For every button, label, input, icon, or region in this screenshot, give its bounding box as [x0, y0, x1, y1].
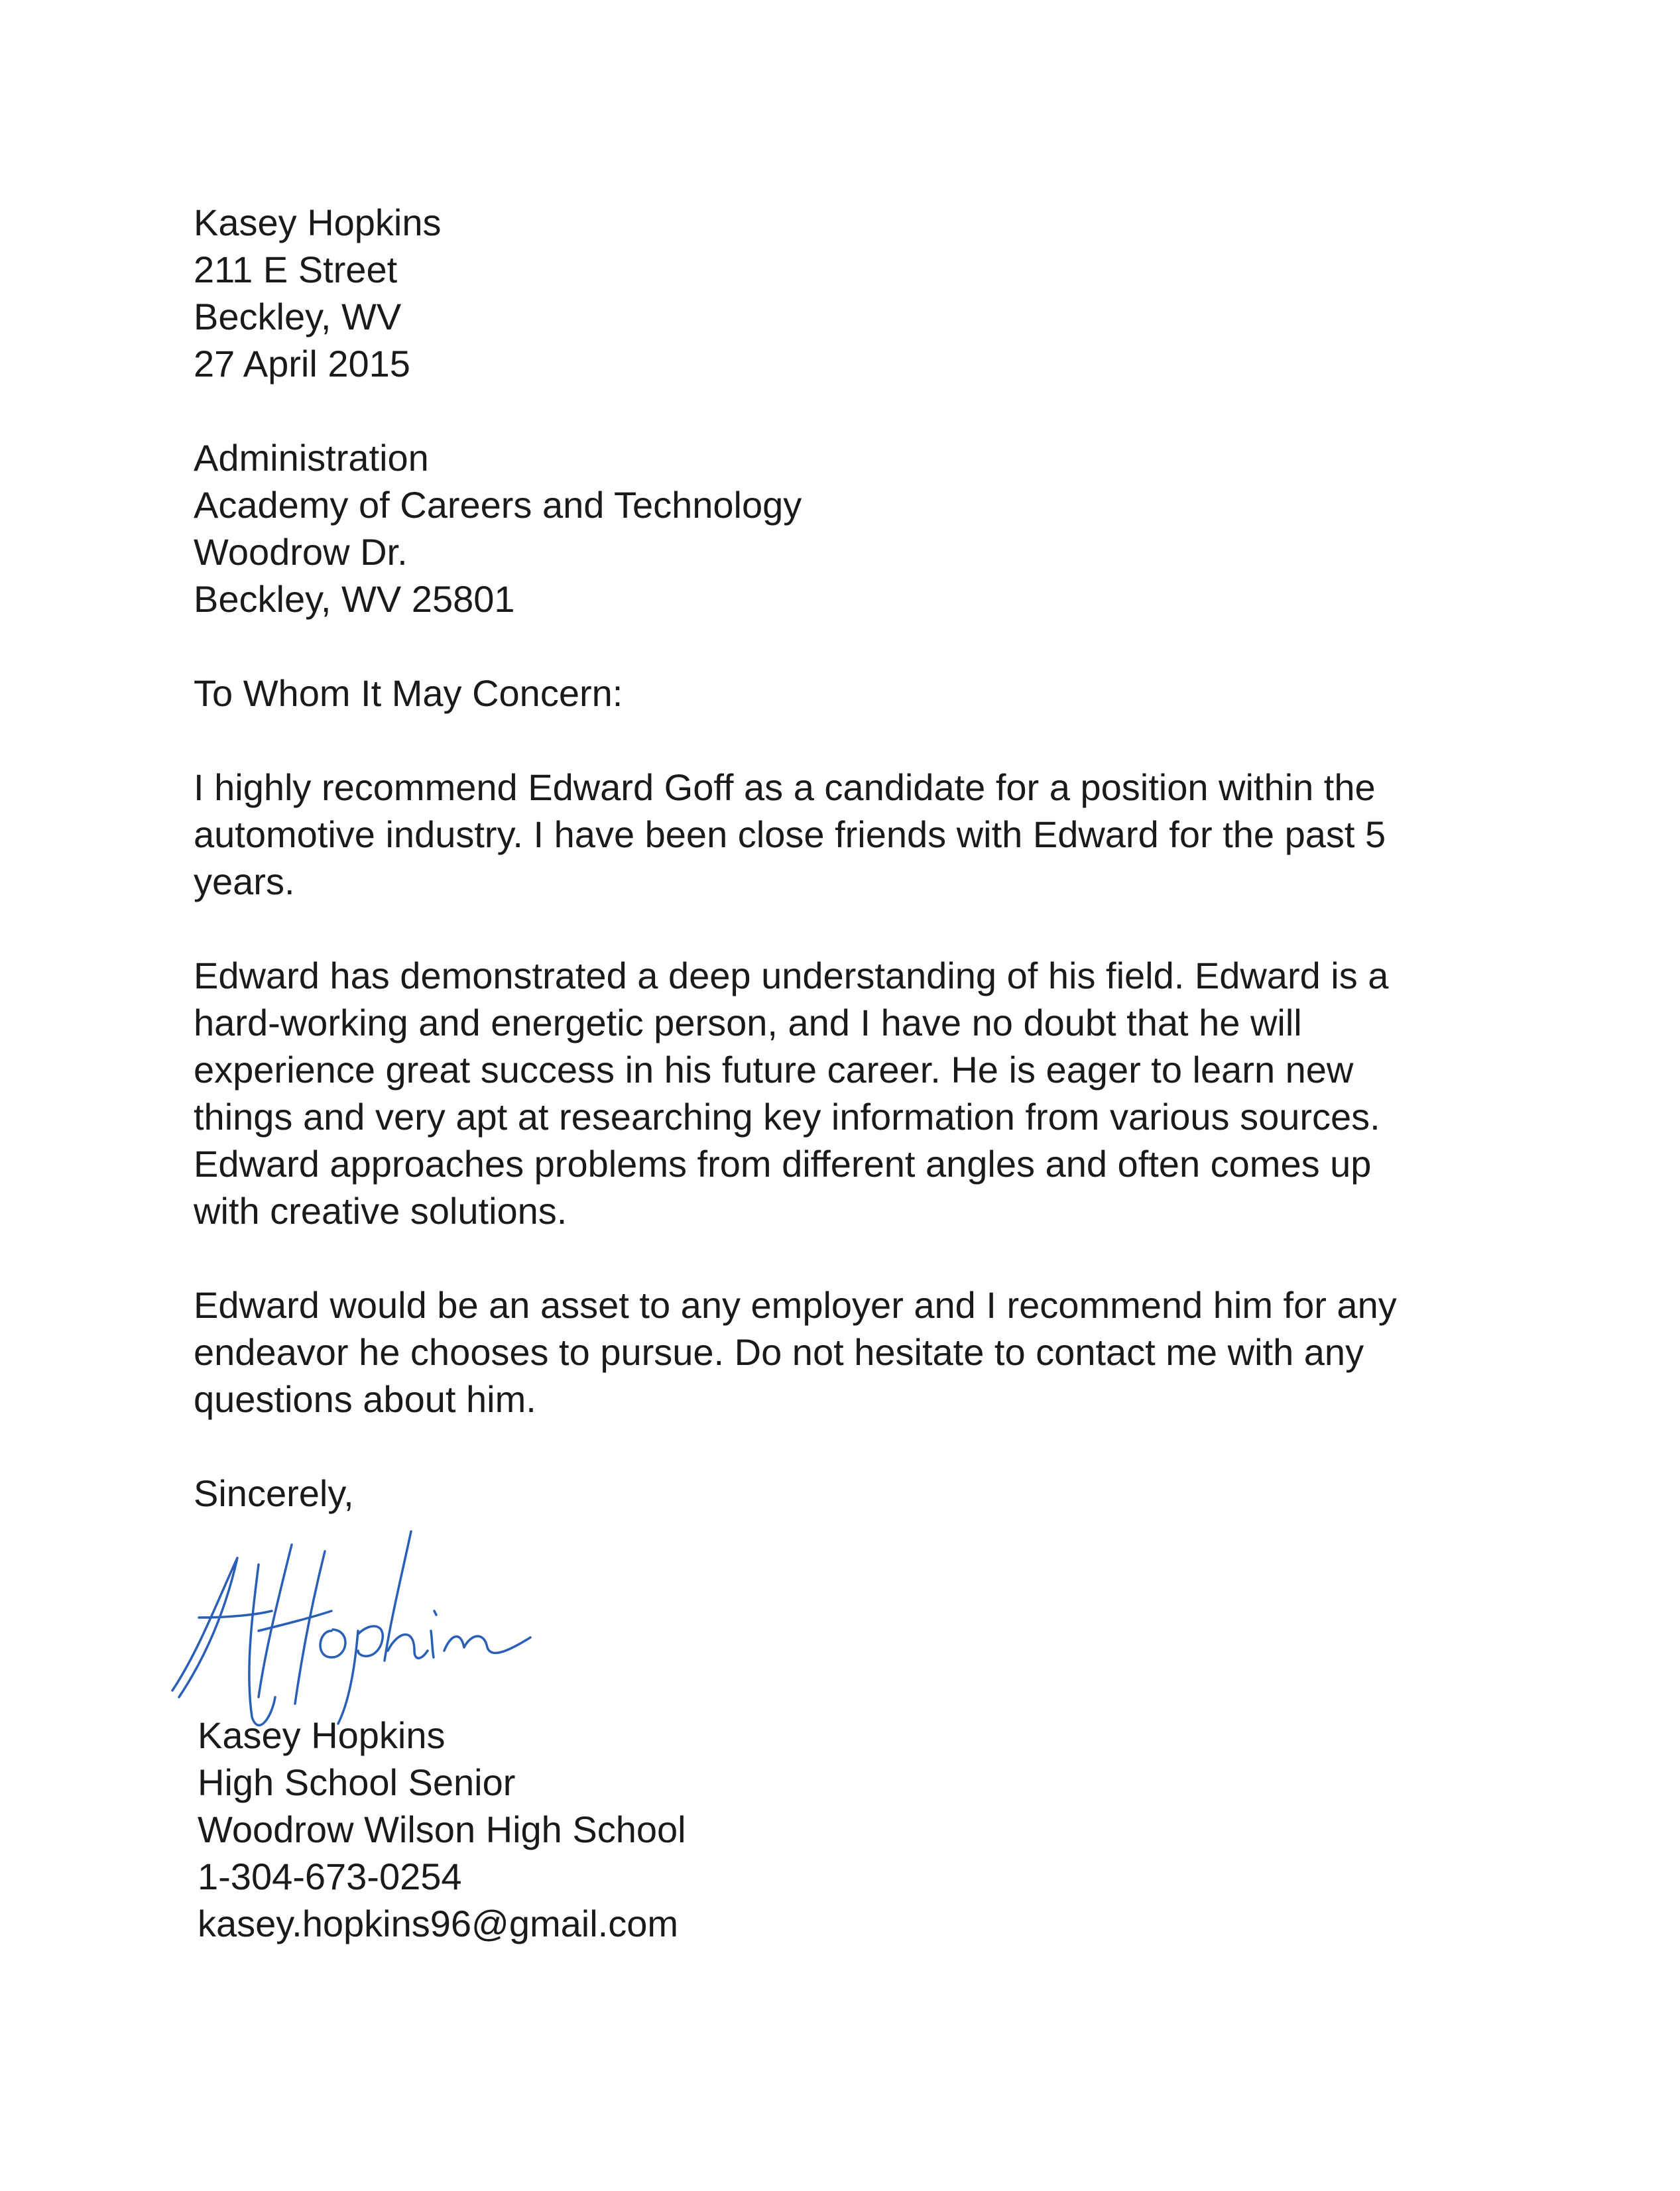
spacer [194, 1423, 1520, 1470]
paragraph-line: Edward has demonstrated a deep understanding of his field. Edward is a [194, 955, 1389, 996]
signature-stroke [259, 1545, 331, 1704]
paragraph-line: automotive industry. I have been close friends with Edward for the past 5 [194, 813, 1386, 855]
paragraph-line: questions about him. [194, 1378, 536, 1420]
signature-stroke [431, 1611, 436, 1657]
closing: Sincerely, [194, 1472, 354, 1514]
signer-school: Woodrow Wilson High School [198, 1808, 686, 1850]
salutation: To Whom It May Concern: [194, 672, 623, 714]
paragraph-line: with creative solutions. [194, 1190, 568, 1232]
signature-stroke [320, 1629, 345, 1657]
signature-stroke [444, 1636, 530, 1653]
sender-city: Beckley, WV [194, 296, 402, 337]
signer-title: High School Senior [198, 1761, 516, 1803]
spacer [194, 622, 1520, 670]
signature-image [159, 1518, 583, 1730]
sender-name: Kasey Hopkins [194, 202, 442, 243]
paragraph-line: years. [194, 860, 295, 902]
recipient-department: Administration [194, 437, 429, 479]
spacer [194, 717, 1520, 764]
paragraph-line: Edward would be an asset to any employer and I recommend him for any [194, 1284, 1397, 1326]
sender-street: 211 E Street [194, 249, 398, 290]
paragraph-line: endeavor he chooses to pursue. Do not hesitate to contact me with any [194, 1331, 1364, 1373]
paragraph-line: things and very apt at researching key information from various sources. [194, 1096, 1380, 1138]
signature-stroke [385, 1531, 428, 1661]
letter-date: 27 April 2015 [194, 343, 410, 385]
spacer [194, 905, 1520, 952]
signer-name: Kasey Hopkins [198, 1714, 446, 1756]
spacer [194, 1234, 1520, 1281]
sender-address [194, 199, 1520, 387]
recipient-address [194, 434, 1520, 622]
paragraph-2 [194, 952, 1520, 1234]
signature-stroke [249, 1565, 275, 1725]
signature-block [198, 1712, 686, 1947]
paragraph-line: experience great success in his future career. He is eager to learn new [194, 1049, 1354, 1091]
paragraph-line: I highly recommend Edward Goff as a candidate for a position within the [194, 766, 1376, 808]
paragraph-line: hard-working and energetic person, and I have no doubt that he will [194, 1002, 1302, 1043]
spacer [194, 387, 1520, 434]
paragraph-line: Edward approaches problems from different angles and often comes up [194, 1143, 1372, 1185]
recipient-organization: Academy of Careers and Technology [194, 484, 802, 526]
recipient-street: Woodrow Dr. [194, 531, 408, 573]
paragraph-3 [194, 1281, 1520, 1423]
paragraph-1 [194, 764, 1520, 905]
handwritten-signature [159, 1518, 583, 1730]
recipient-city: Beckley, WV 25801 [194, 578, 515, 620]
signer-phone: 1-304-673-0254 [198, 1856, 462, 1897]
letter-body [194, 199, 1520, 1517]
signer-email[interactable]: kasey.hopkins96@gmail.com [198, 1903, 679, 1944]
